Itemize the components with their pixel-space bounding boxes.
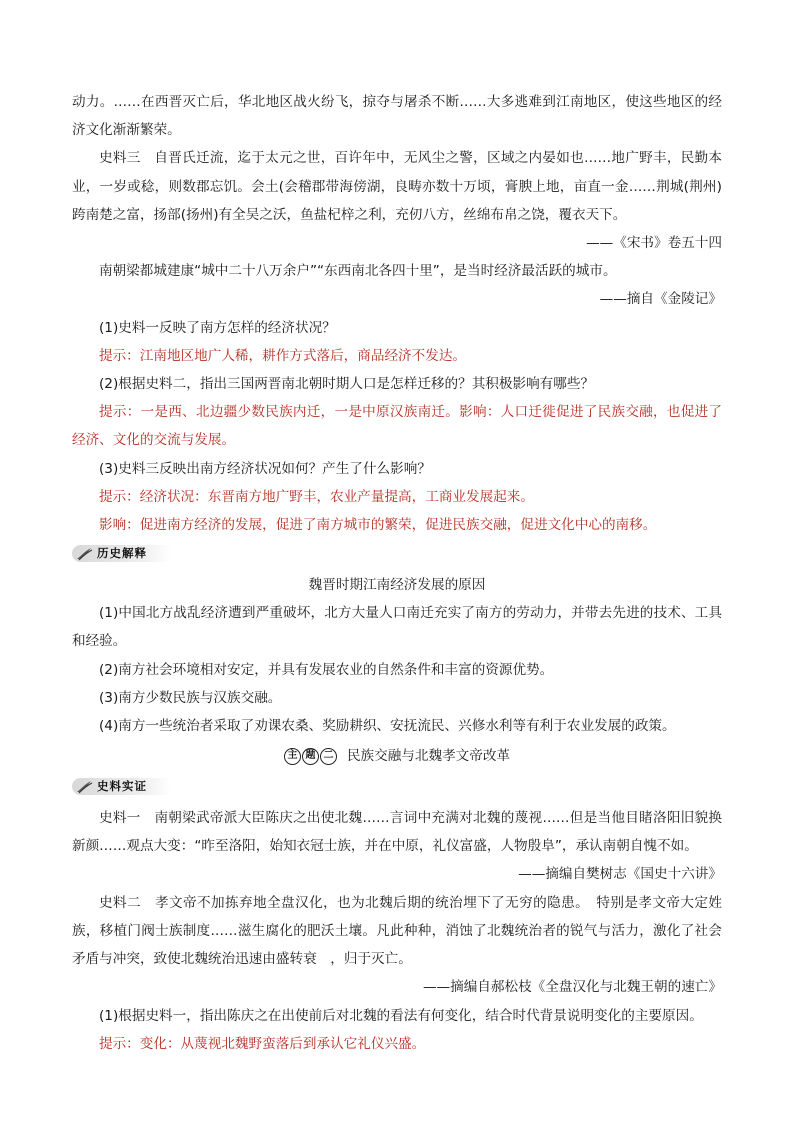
citation-fanshu: ——摘编自樊树志《国史十六讲》 [518,866,722,883]
question-last: (1)根据史料一，指出陈庆之在出使前后对北魏的看法有何变化，结合时代背景说明变化的主要原因。 [99,1007,703,1024]
citation-hao: ——摘编自郝松枝《全盘汉化与北魏王朝的速亡》 [422,979,722,996]
hint-text: 一是西、北边疆少数民族内迁，一是中原汉族南迁。影响：人口迁徙促进了民族交融，也促进了经济、文化的交流与发展。 [72,404,723,449]
hint-last [72,1030,722,1058]
feather-icon [75,780,93,794]
hint-text: 江南地区地广人稀，耕作方式落后，商品经济不发达。 [139,347,467,364]
topic-badge-char: 二 [320,748,337,765]
hint-impact-label: 影响： [99,517,140,534]
question-1: (1)史料一反映了南方怎样的经济状况？ [99,319,336,336]
hint-label: 提示： [99,1035,140,1052]
question-2: (2)根据史料二，指出三国两晋南北朝时期人口是怎样迁移的？其积极影响有哪些？ [99,376,595,393]
hint-1 [72,342,722,370]
section-tag-label: 史料实证 [97,779,147,794]
question-3: (3)史料三反映出南方经济状况如何？产生了什么影响？ [99,460,431,477]
feather-icon [75,547,93,561]
hint-2 [72,398,722,454]
hint-3-status [72,483,722,511]
reason-item: (1)中国北方战乱经济遭到严重破坏，北方大量人口南迁充实了南方的劳动力，并带去先进的技术、工具和经验。 [72,605,722,650]
topic-heading [72,742,722,770]
paragraph-source-3: 史料三 自晋氏迁流，迄于太元之世，百许年中，无风尘之警，区域之内晏如也……地广野丰，民勤本业，一岁或稔，则数郡忘饥。会土(会稽郡带海傍湖，良畴亦数十万顷，膏腴上地，亩直一金……荆城(荆州)跨南楚之富，扬部(扬州)有全吴之沃，鱼盐杞梓之利，充仞八方，丝绵布帛之饶，覆衣天下。 [72,150,722,223]
topic-title: 民族交融与北魏孝文帝改革 [346,748,511,765]
document-page [72,88,722,1058]
hint-label: 提示： [99,488,140,505]
evidence-1: 史料一 南朝梁武帝派大臣陈庆之出使北魏……言词中充满对北魏的蔑视……但是当他目睹洛阳旧貌换新颜……观点大变：“昨至洛阳，始知衣冠士族，并在中原，礼仪富盛，人物殷阜”，承认南朝自愧不如。 [72,810,722,855]
paragraph-liang-capital: 南朝梁都城建康“城中二十八万余户”“东西南北各四十里”，是当时经济最活跃的城市。 [99,263,617,280]
paragraph-migration: 动力。……在西晋灭亡后，华北地区战火纷飞，掠夺与屠杀不断……大多逃难到江南地区，使这些地区的经济文化渐渐繁荣。 [72,94,722,139]
section-tag-evidence [72,778,171,795]
section-tag-history-interpretation [72,545,171,562]
reasons-title: 魏晋时期江南经济发展的原因 [308,576,486,593]
hint-3-impact [72,511,722,539]
topic-badge-char: 题 [302,748,319,765]
reason-item: (2)南方社会环境相对安定，并具有发展农业的自然条件和丰富的资源优势。 [99,661,554,678]
hint-label: 提示： [99,404,141,421]
section-tag-label: 历史解释 [97,546,147,561]
hint-text: 变化：从蔑视北魏野蛮落后到承认它礼仪兴盛。 [139,1035,426,1052]
topic-badge-char: 主 [284,748,301,765]
citation-jinling: ——摘自《金陵记》 [599,291,722,308]
citation-songshu: ——《宋书》卷五十四 [586,235,722,252]
evidence-2: 史料二 孝文帝不加拣弃地全盘汉化，也为北魏后期的统治埋下了无穷的隐患。 特别是孝文帝大定姓族，移植门阀士族制度……滋生腐化的肥沃土壤。凡此种种，消蚀了北魏统治者的锐气与活力，激化了社会矛盾与冲突，致使北魏统治迅速由盛转衰 ，归于灭亡。 [72,894,722,968]
hint-status-text: 东晋南方地广野丰，农业产量提高，工商业发展起来。 [207,488,534,505]
hint-impact-text: 促进南方经济的发展，促进了南方城市的繁荣，促进民族交融，促进文化中心的南移。 [139,517,657,534]
topic-badge [284,748,337,765]
reason-item: (4)南方一些统治者采取了劝课农桑、奖励耕织、安抚流民、兴修水利等有利于农业发展的政策。 [99,717,676,734]
hint-status-label: 经济状况： [139,488,208,505]
hint-label: 提示： [99,347,140,364]
reason-item: (3)南方少数民族与汉族交融。 [99,689,282,706]
